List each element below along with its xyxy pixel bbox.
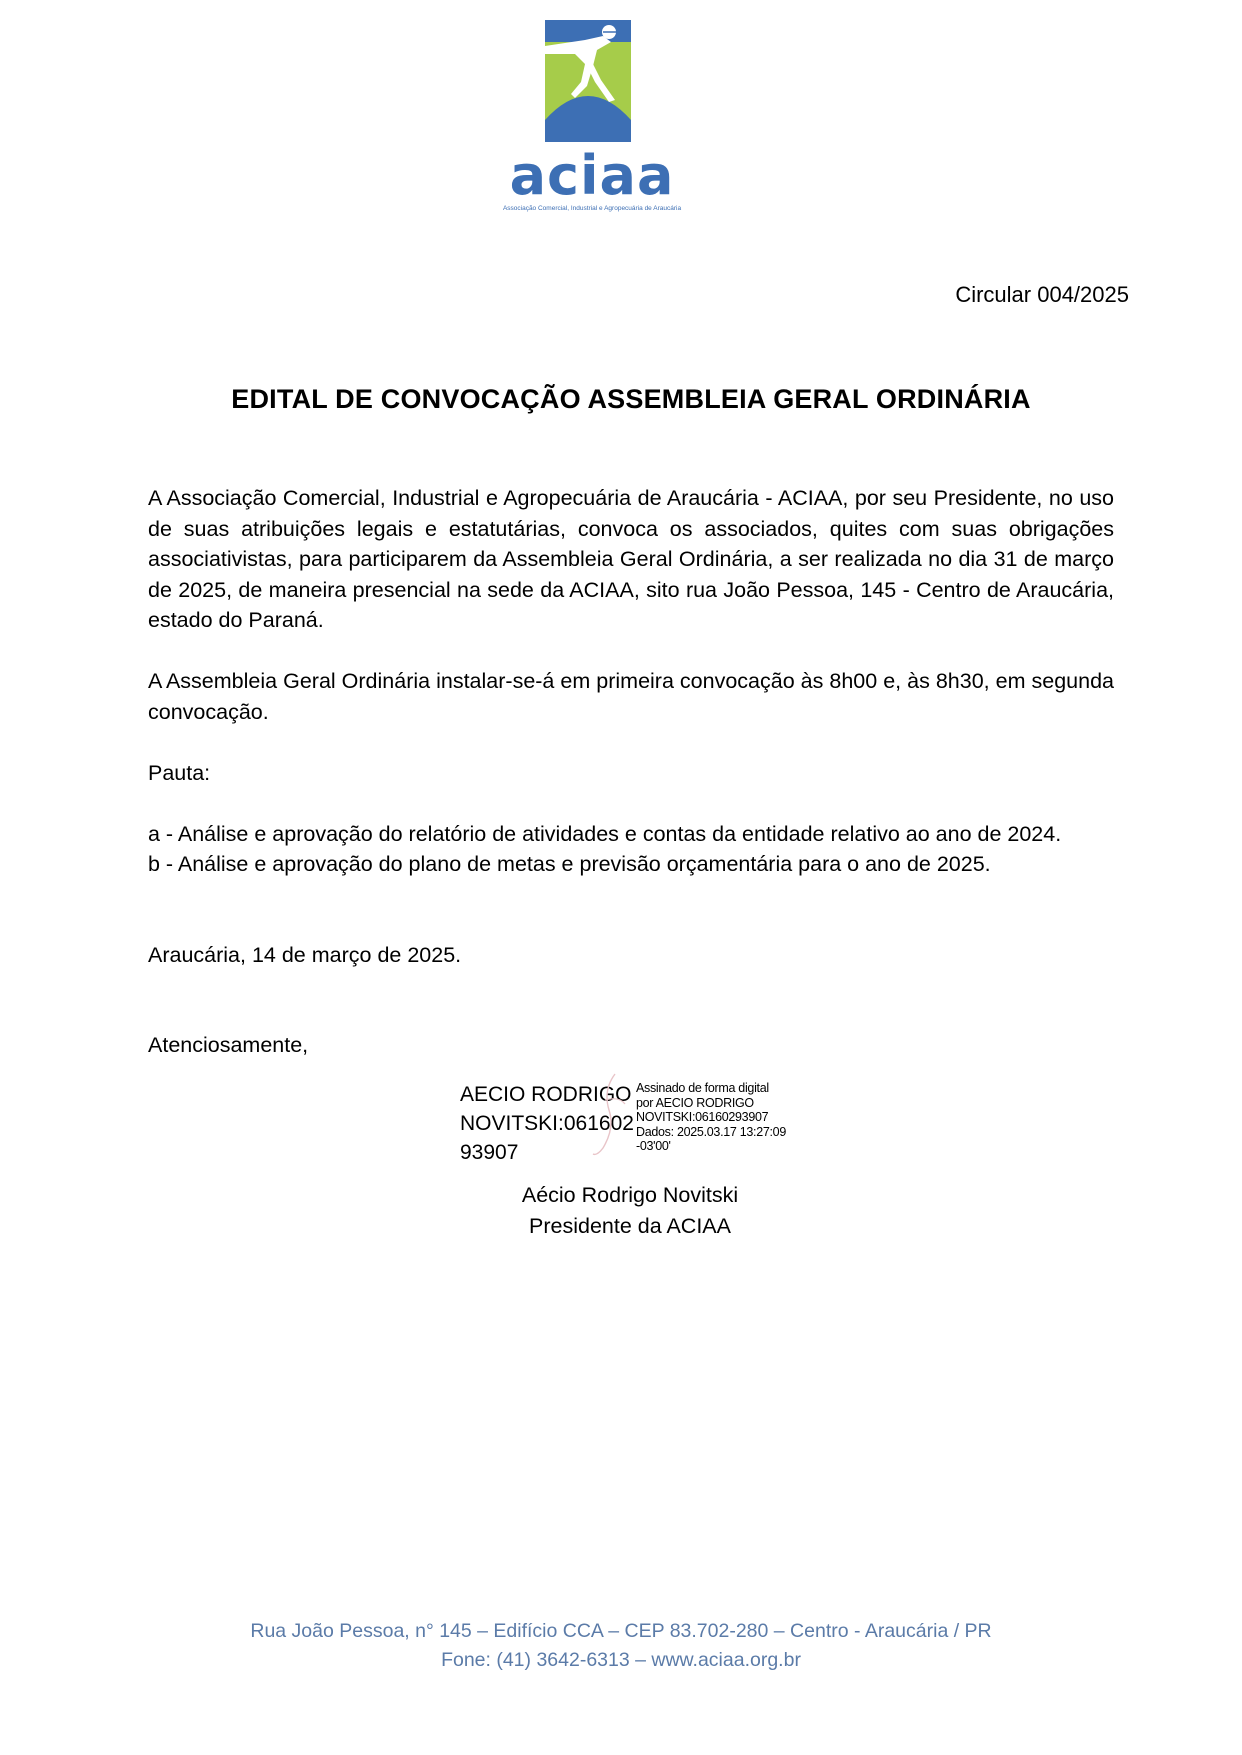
schedule-paragraph: A Assembleia Geral Ordinária instalar-se-á em primeira convocação às 8h00 e, às 8h30, em segunda convocação. (148, 669, 1114, 724)
logo-wordmark: aciaa (509, 144, 675, 207)
aciaa-logo (492, 20, 692, 216)
signature-scribble-icon (585, 1070, 635, 1160)
agenda-label: Pauta: (148, 761, 211, 785)
aciaa-emblem-icon (545, 20, 631, 142)
signer-name: Aécio Rodrigo Novitski (521, 1183, 739, 1207)
closing-salutation: Atenciosamente, (148, 1033, 309, 1057)
signature-detail-line: -03'00' (636, 1139, 671, 1153)
digital-signature-details (636, 1081, 811, 1154)
place-date: Araucária, 14 de março de 2025. (148, 943, 462, 967)
signature-detail-line: Dados: 2025.03.17 13:27:09 (636, 1124, 786, 1139)
signer-role: Presidente da ACIAA (529, 1214, 731, 1238)
document-title: EDITAL DE CONVOCAÇÃO ASSEMBLEIA GERAL ORDINÁRIA (231, 384, 1031, 414)
circular-number: Circular 004/2025 (955, 282, 1129, 307)
agenda-item: b - Análise e aprovação do plano de metas e previsão orçamentária para o ano de 2025. (148, 852, 991, 876)
digital-signature-signer: AECIO RODRIGO NOVITSKI:06160293907 (460, 1083, 634, 1164)
convocation-paragraph: A Associação Comercial, Industrial e Agropecuária de Araucária - ACIAA, por seu Presidente, no uso de suas atribuições legais e estatutárias, convoca os associados, quites com suas obrigações associativistas, para participarem da Assembleia Geral Ordinária, a ser realizada no dia 31 de março de 2025, de maneira presencial na sede da ACIAA, sito rua João Pessoa, 145 - Centro de Araucária, estado do Paraná. (148, 486, 1114, 632)
logo-tagline: Associação Comercial, Industrial e Agropecuária de Araucária (502, 205, 682, 212)
agenda-item: a - Análise e aprovação do relatório de atividades e contas da entidade relativo ao ano de 2024. (148, 822, 1062, 846)
signature-detail-line: Assinado de forma digital (636, 1081, 769, 1095)
footer-address: Rua João Pessoa, n° 145 – Edifício CCA – CEP 83.702-280 – Centro - Araucária / PR (250, 1620, 992, 1642)
footer-contact: Fone: (41) 3642-6313 – www.aciaa.org.br (441, 1649, 801, 1671)
signature-detail-line: NOVITSKI:06160293907 (636, 1110, 769, 1124)
signature-detail-line: por AECIO RODRIGO (636, 1095, 754, 1110)
